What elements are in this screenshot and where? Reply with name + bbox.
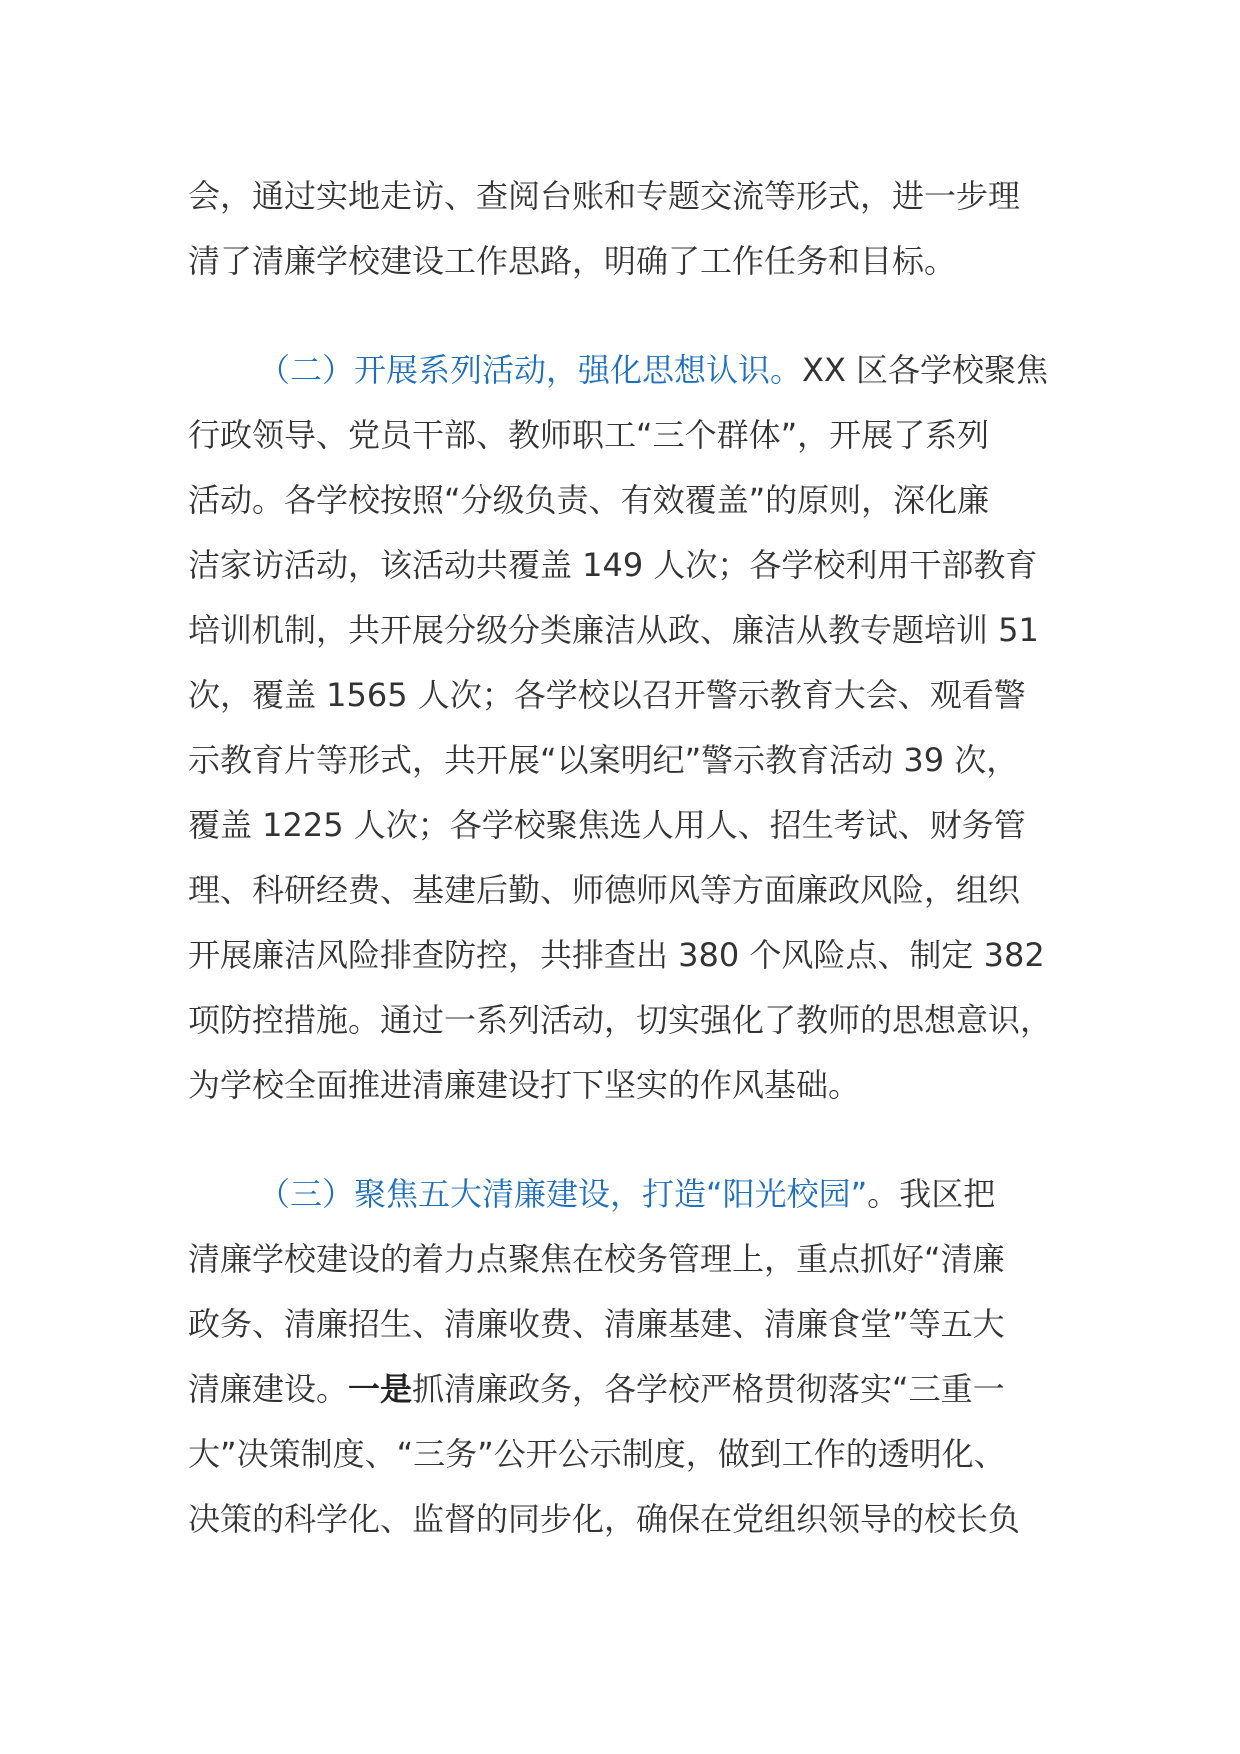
bold-term: 一是 [348, 1370, 413, 1408]
text-line: 示教育片等形式，共开展“以案明纪”警示教育活动 39 次， [188, 741, 1019, 779]
paragraph-first-line [188, 338, 1058, 403]
text-line: 大”决策制度、“三务”公开公示制度，做到工作的透明化、 [188, 1435, 1006, 1473]
text-line: 为学校全面推进清廉建设打下坚实的作风基础。 [188, 1066, 861, 1104]
text-run: 我区把 [899, 1175, 996, 1213]
paragraph-gap [188, 294, 1058, 338]
text-line [188, 1357, 1058, 1422]
paragraph-2 [188, 338, 1058, 1118]
text-line: 活动。各学校按照“分级负责、有效覆盖”的原则，深化廉 [188, 481, 990, 519]
text-line: 项防控措施。通过一系列活动，切实强化了教师的思想意识， [188, 1001, 1053, 1039]
text-line: 开展廉洁风险排查防控，共排查出 380 个风险点、制定 382 [188, 936, 1045, 974]
paragraph-1 [188, 164, 1058, 294]
text-line: 清了清廉学校建设工作思路，明确了工作任务和目标。 [188, 242, 957, 280]
text-line: 洁家访活动，该活动共覆盖 149 人次；各学校利用干部教育 [188, 546, 1038, 584]
paragraph-first-line [188, 1162, 1058, 1227]
text-line: 清廉学校建设的着力点聚焦在校务管理上，重点抓好“清廉 [188, 1240, 1005, 1278]
text-line: 培训机制，共开展分级分类廉洁从政、廉洁从教专题培训 51 [188, 611, 1039, 649]
text-run: 清廉建设。 [188, 1370, 349, 1408]
text-line: 政务、清廉招生、清廉收费、清廉基建、清廉食堂”等五大 [188, 1305, 1005, 1343]
section-heading-3: （三）聚焦五大清廉建设，打造“阳光校园” [258, 1175, 868, 1213]
text-line: 覆盖 1225 人次；各学校聚焦选人用人、招生考试、财务管 [188, 806, 1026, 844]
text-run: XX 区各学校聚焦 [802, 351, 1049, 389]
text-line: 次，覆盖 1565 人次；各学校以召开警示教育大会、观看警 [188, 676, 1026, 714]
paragraph-gap [188, 1118, 1058, 1162]
paragraph-3 [188, 1162, 1058, 1552]
text-line: 会，通过实地走访、查阅台账和专题交流等形式，进一步理 [188, 177, 1021, 215]
section-heading-2: （二）开展系列活动，强化思想认识。 [258, 351, 803, 389]
text-run: 抓清廉政务，各学校严格贯彻落实“三重一 [412, 1370, 1005, 1408]
heading-end-punct: 。 [867, 1175, 900, 1213]
document-body [188, 164, 1058, 1552]
text-line: 行政领导、党员干部、教师职工“三个群体”，开展了系列 [188, 416, 990, 454]
text-line: 理、科研经费、基建后勤、师德师风等方面廉政风险，组织 [188, 871, 1021, 909]
text-line: 决策的科学化、监督的同步化，确保在党组织领导的校长负 [188, 1500, 1021, 1538]
